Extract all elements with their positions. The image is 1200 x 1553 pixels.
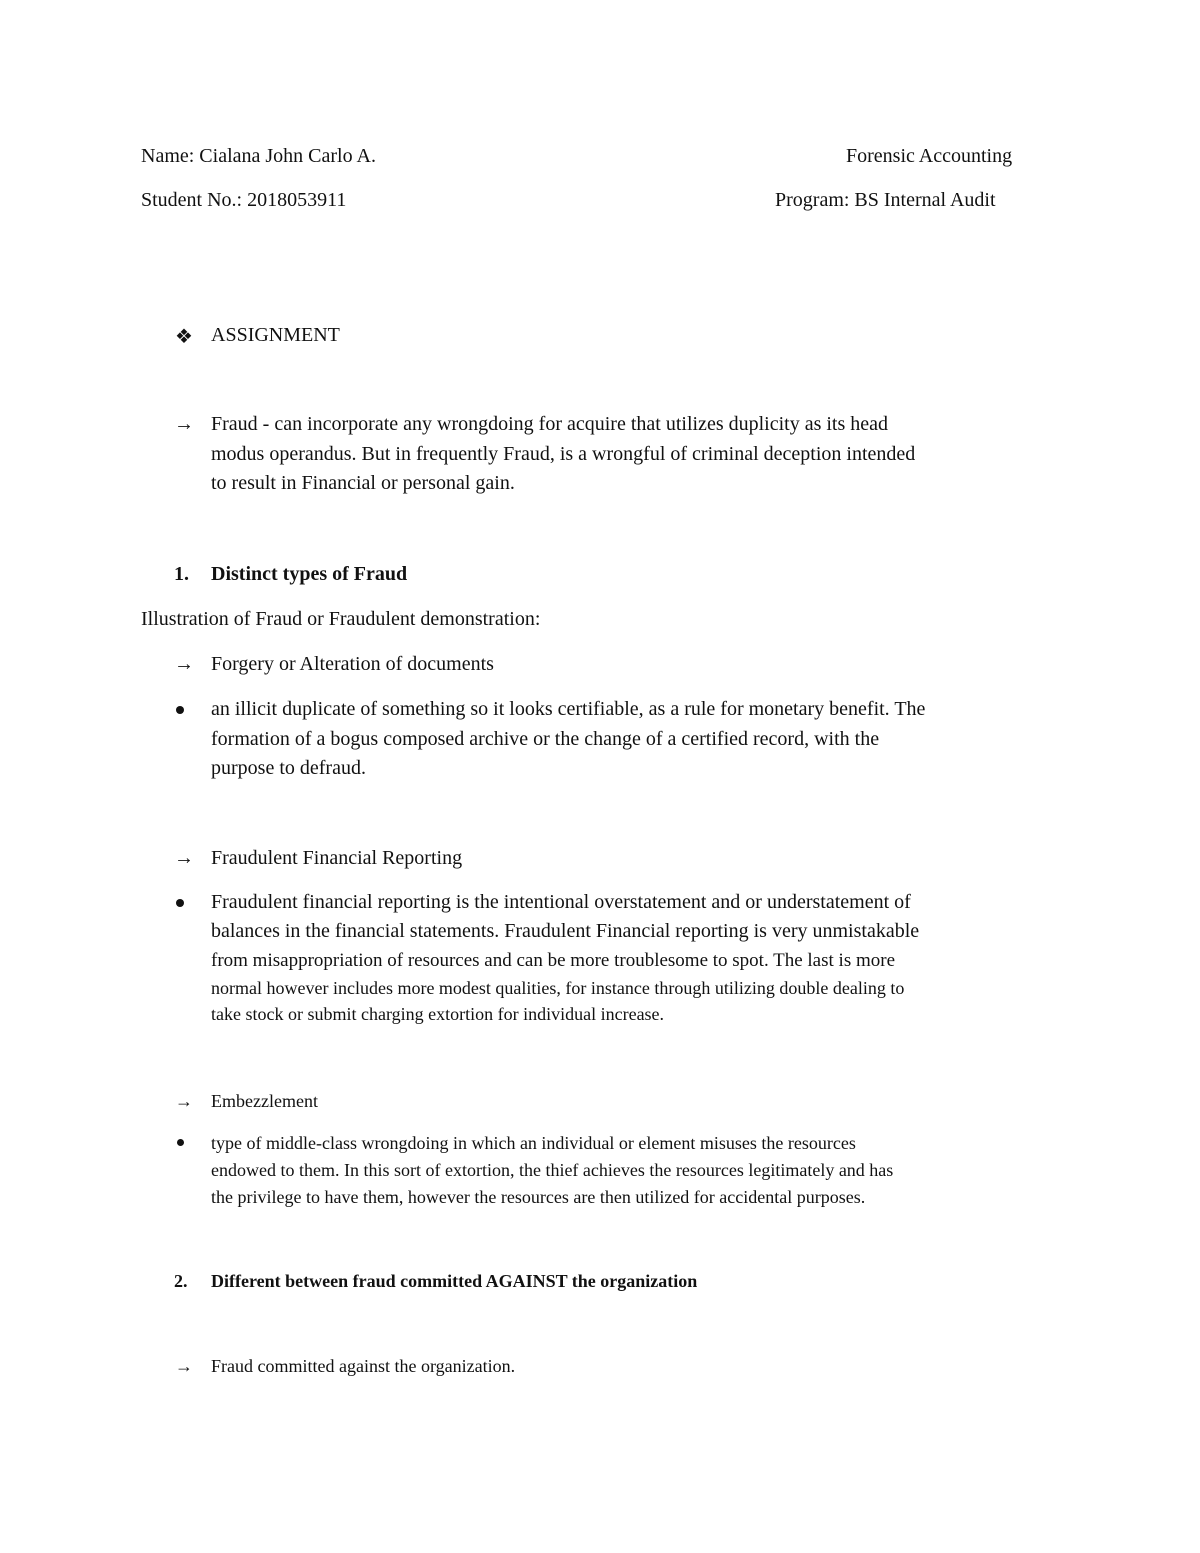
student-number: Student No.: 2018053911 xyxy=(141,189,347,211)
description-line: Fraudulent financial reporting is the intentional overstatement and or understatement of xyxy=(211,891,911,913)
description-line: type of middle-class wrongdoing in which an individual or element misuses the resources xyxy=(211,1133,856,1153)
fraud-type-financial-reporting: Fraudulent Financial Reporting xyxy=(211,847,463,869)
section1-title: Distinct types of Fraud xyxy=(211,563,408,585)
financial-reporting-description xyxy=(211,888,919,1027)
arrow-bullet-icon: → xyxy=(175,1091,193,1111)
embezzlement-description xyxy=(211,1130,893,1211)
section1-number: 1. xyxy=(174,563,189,585)
description-line: take stock or submit charging extortion for individual increase. xyxy=(211,1004,665,1024)
description-line: formation of a bogus composed archive or the change of a certified record, with the xyxy=(211,727,880,750)
description-line: an illicit duplicate of something so it looks certifiable, as a rule for monetary benefit. The xyxy=(211,698,926,720)
section2-item: Fraud committed against the organization. xyxy=(211,1356,516,1376)
description-line: the privilege to have them, however the resources are then utilized for accidental purposes. xyxy=(211,1187,866,1207)
forgery-description xyxy=(211,695,925,784)
assignment-heading: ASSIGNMENT xyxy=(211,324,340,346)
arrow-bullet-icon: → xyxy=(174,847,194,869)
bullet-dot-icon xyxy=(176,706,184,714)
arrow-bullet-icon: → xyxy=(174,653,194,675)
program: Program: BS Internal Audit xyxy=(775,189,996,211)
section2-number: 2. xyxy=(174,1271,188,1291)
fraud-definition-line: modus operandus. But in frequently Fraud, is a wrongful of criminal deception intended xyxy=(211,442,916,465)
description-line: purpose to defraud. xyxy=(211,757,366,779)
course-title: Forensic Accounting xyxy=(846,145,1013,167)
diamond-bullet-icon: ❖ xyxy=(175,326,193,348)
description-line: balances in the financial statements. Fraudulent Financial reporting is very unmistakable xyxy=(211,920,920,942)
section1-intro: Illustration of Fraud or Fraudulent demonstration: xyxy=(141,608,541,630)
section2-title: Different between fraud committed AGAINST the organization xyxy=(211,1271,698,1291)
fraud-type-embezzlement: Embezzlement xyxy=(211,1091,318,1111)
arrow-bullet-icon: → xyxy=(174,413,194,435)
fraud-type-forgery: Forgery or Alteration of documents xyxy=(211,653,494,675)
fraud-definition xyxy=(211,410,915,499)
bullet-dot-icon xyxy=(176,899,184,907)
description-line: normal however includes more modest qualities, for instance through utilizing double dealing to xyxy=(211,978,905,998)
student-name: Name: Cialana John Carlo A. xyxy=(141,145,376,167)
description-line: endowed to them. In this sort of extortion, the thief achieves the resources legitimately and has xyxy=(211,1160,894,1180)
fraud-definition-line: Fraud - can incorporate any wrongdoing for acquire that utilizes duplicity as its head xyxy=(211,413,889,435)
description-line: from misappropriation of resources and can be more troublesome to spot. The last is more xyxy=(211,950,895,971)
arrow-bullet-icon: → xyxy=(175,1356,193,1376)
fraud-definition-line: to result in Financial or personal gain. xyxy=(211,472,515,494)
bullet-dot-icon xyxy=(177,1139,184,1146)
